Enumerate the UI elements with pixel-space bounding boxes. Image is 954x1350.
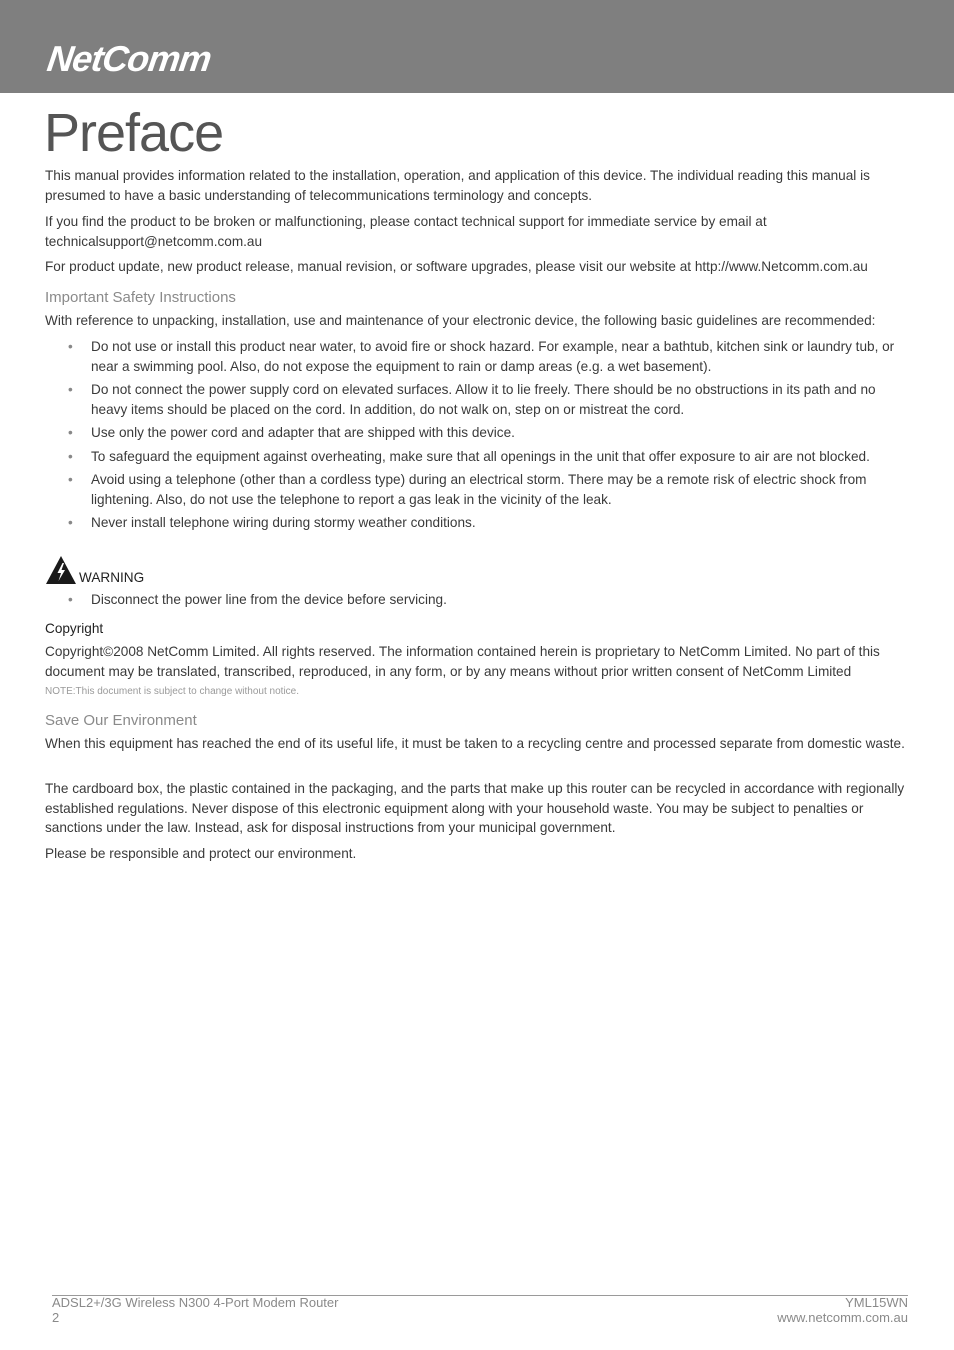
safety-heading: Important Safety Instructions xyxy=(45,289,236,306)
footer-model: YML15WN xyxy=(845,1295,908,1310)
copyright-note: NOTE:This document is subject to change without notice. xyxy=(45,686,300,697)
list-item: • Disconnect the power line from the device before servicing. xyxy=(68,590,911,610)
list-item: • Never install telephone wiring during stormy weather conditions. xyxy=(68,513,911,533)
warning-triangle-lightning-icon xyxy=(45,555,77,585)
list-item: • Do not connect the power supply cord on elevated surfaces. Allow it to lie freely. There should be no obstructions in its path and no heavy items should be placed on the cord. In addition, do not walk on, step on or mistreat the cord. xyxy=(68,380,911,419)
warning-row xyxy=(45,553,144,585)
footer-website: www.netcomm.com.au xyxy=(777,1310,908,1325)
list-item: • Do not use or install this product near water, to avoid fire or shock hazard. For example, near a bathtub, kitchen sink or laundry tub, or near a swimming pool. Also, do not expose the equipment to rain or damp areas (e.g. a wet basement). xyxy=(68,337,911,376)
warning-label: WARNING xyxy=(79,570,145,586)
safety-list xyxy=(68,337,911,537)
list-item: • Use only the power cord and adapter that are shipped with this device. xyxy=(68,423,911,443)
footer-page-number: 2 xyxy=(52,1310,60,1325)
footer-product-name: ADSL2+/3G Wireless N300 4-Port Modem Router xyxy=(52,1295,339,1310)
environment-paragraph-1: When this equipment has reached the end of its useful life, it must be taken to a recycling centre and processed separate from domestic waste. xyxy=(45,736,905,751)
list-item: • To safeguard the equipment against overheating, make sure that all openings in the unit that offer exposure to air are not blocked. xyxy=(68,447,911,467)
copyright-heading: Copyright xyxy=(45,621,104,636)
environment-paragraph-2: The cardboard box, the plastic contained in the packaging, and the parts that make up this router can be recycled in accordance with regionally established regulations. Never dispose of this electronic equipment along with your household waste. You may be subject to penalties or sanctions under the law. Instead, ask for disposal instructions from your municipal government. xyxy=(45,781,905,835)
page-header-band xyxy=(0,0,954,93)
warning-list xyxy=(68,590,911,614)
safety-lead: With reference to unpacking, installation, use and maintenance of your electronic device, the following basic guidelines are recommended: xyxy=(45,313,876,328)
page-title: Preface xyxy=(44,103,224,163)
environment-heading: Save Our Environment xyxy=(45,712,197,729)
netcomm-logo: NetComm xyxy=(44,38,214,79)
intro-paragraph-2: If you find the product to be broken or malfunctioning, please contact technical support for immediate service by email at technicalsupport@netcomm.com.au xyxy=(45,214,767,249)
copyright-text: Copyright©2008 NetComm Limited. All rights reserved. The information contained herein is proprietary to NetComm Limited. No part of this document may be translated, transcribed, reproduced, in any form, or by any means without prior written consent of NetComm Limited xyxy=(45,644,880,679)
list-item: • Avoid using a telephone (other than a cordless type) during an electrical storm. There may be a remote risk of electric shock from lightening. Also, do not use the telephone to report a gas leak in the vicinity of the leak. xyxy=(68,470,911,509)
intro-paragraph-1: This manual provides information related to the installation, operation, and application of this device. The individual reading this manual is presumed to have a basic understanding of telecommunications terminology and concepts. xyxy=(45,168,870,203)
environment-paragraph-3: Please be responsible and protect our environment. xyxy=(45,846,357,861)
intro-paragraph-3: For product update, new product release, manual revision, or software upgrades, please visit our website at http://www.Netcomm.com.au xyxy=(45,259,868,274)
